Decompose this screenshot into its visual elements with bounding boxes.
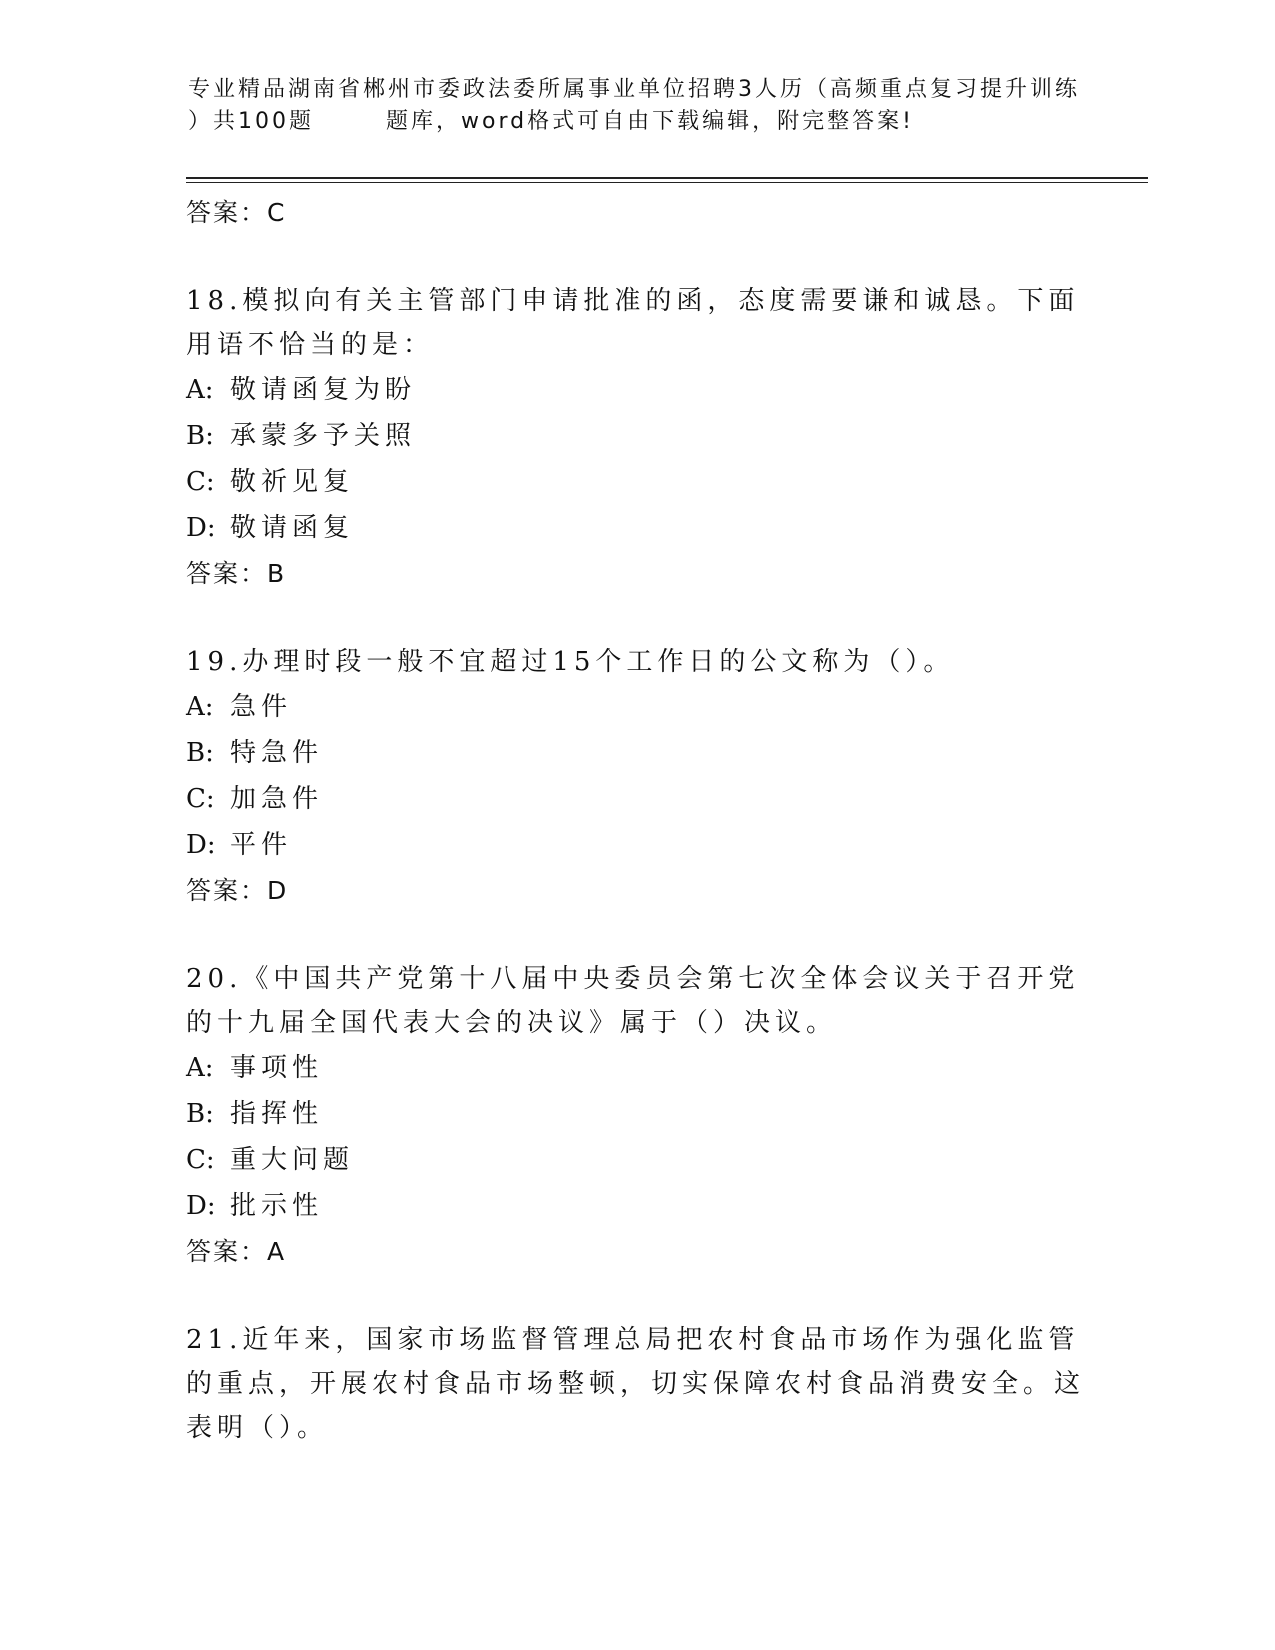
option-text: 承蒙多予关照 [230,421,417,451]
option-a [186,684,1086,730]
header-divider-thin [186,182,1148,183]
header-line-2b: 题库，word格式可自由下载编辑，附完整答案! [386,109,914,134]
option-key: B: [186,1099,214,1129]
document-header [188,74,1088,138]
option-text: 敬请函复为盼 [230,375,417,405]
header-line-2a: ）共100题 [188,109,314,134]
option-key: C: [186,467,215,497]
option-c [186,1137,1086,1183]
question-text: 18.模拟向有关主管部门申请批准的函，态度需要谦和诚恳。下面用语不恰当的是： [186,286,1080,360]
question-18 [186,279,1086,597]
option-b [186,413,1086,459]
option-a [186,1045,1086,1091]
question-20 [186,957,1086,1275]
option-text: 急件 [230,692,293,722]
option-key: C: [186,1145,215,1175]
option-key: C: [186,784,215,814]
question-list [186,190,1086,1450]
option-key: B: [186,738,214,768]
answer-17: 答案：C [186,198,287,227]
question-21 [186,1318,1086,1450]
option-c [186,459,1086,505]
option-d [186,1183,1086,1229]
option-key: B: [186,421,214,451]
question-text: 19.办理时段一般不宜超过15个工作日的公文称为（）。 [186,647,955,677]
option-text: 敬请函复 [230,513,355,543]
option-d [186,505,1086,551]
option-key: A: [186,692,214,722]
option-key: A: [186,375,214,405]
option-key: D: [186,830,216,860]
option-b [186,1091,1086,1137]
header-line-2 [188,106,1088,138]
question-text: 20.《中国共产党第十八届中央委员会第七次全体会议关于召开党的十九届全国代表大会的决议》属于（）决议。 [186,964,1080,1038]
option-d [186,822,1086,868]
option-text: 事项性 [230,1053,324,1083]
answer-18: 答案：B [186,559,287,588]
header-line-1: 专业精品湖南省郴州市委政法委所属事业单位招聘3人历（高频重点复习提升训练 [188,77,1080,102]
header-divider [186,177,1148,179]
question-text: 21.近年来，国家市场监督管理总局把农村食品市场作为强化监管的重点，开展农村食品市场整顿，切实保障农村食品消费安全。这表明（）。 [186,1325,1086,1443]
answer-19: 答案：D [186,876,289,905]
answer-20: 答案：A [186,1237,287,1266]
option-text: 批示性 [230,1191,324,1221]
option-c [186,776,1086,822]
option-b [186,730,1086,776]
option-key: D: [186,513,216,543]
question-19 [186,640,1086,914]
option-key: A: [186,1053,214,1083]
option-text: 指挥性 [230,1099,324,1129]
option-a [186,367,1086,413]
option-text: 敬祈见复 [230,467,355,497]
option-text: 特急件 [230,738,324,768]
option-key: D: [186,1191,216,1221]
option-text: 重大问题 [230,1145,355,1175]
option-text: 加急件 [230,784,324,814]
option-text: 平件 [230,830,293,860]
